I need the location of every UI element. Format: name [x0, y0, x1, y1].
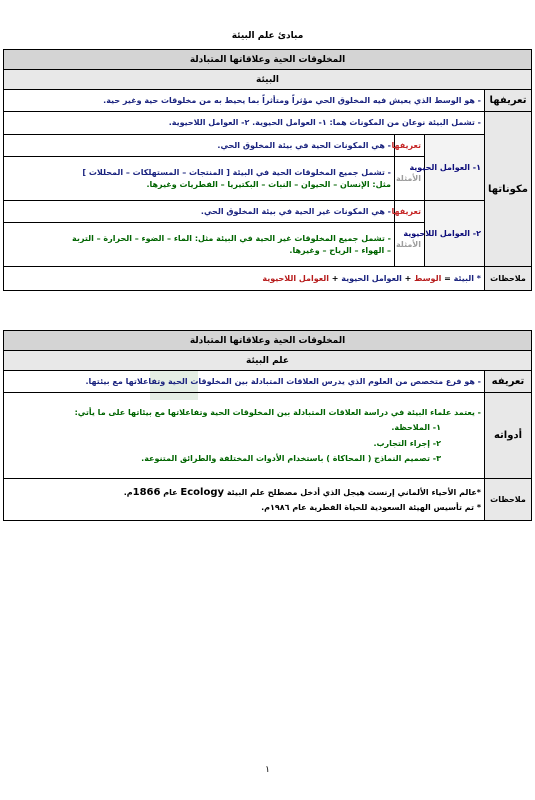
tools-intro: - يعتمد علماء البيئة في دراسة العلاقات المتبادلة بين المخلوقات الحية وتفاعلاتها مع بيئاتها على ما يأتي:	[74, 408, 481, 418]
equation-term-abiotic: العوامل اللاحيوية	[262, 273, 329, 283]
abiotic-examples-tag: الأمثلة	[395, 223, 425, 267]
equation-term-environment: * البيئة	[453, 273, 481, 283]
components-label: مكوناتها	[485, 112, 532, 267]
biotic-examples-cell	[4, 157, 395, 201]
abiotic-definition-text: - هي المكونات غير الحية في بيئة المخلوق الحي.	[4, 201, 395, 223]
table1-subheader: البيئة	[4, 70, 532, 90]
ecology-tools-cell	[4, 393, 485, 479]
equation-plus-2: +	[331, 273, 339, 283]
tool-experiments: ٢- إجراء التجارب.	[373, 438, 441, 448]
note-haeckel-ecology: Ecology	[180, 487, 225, 499]
note-haeckel-year-label: عام	[163, 488, 178, 498]
note-wildlife-authority: * تم تأسيس الهيئة السعودية للحياة الفطرية عام ١٩٨٦م.	[261, 503, 481, 513]
tool-observation: ١- الملاحظة.	[391, 423, 441, 433]
environment-table	[3, 49, 532, 291]
biotic-definition-tag: تعريفها	[395, 135, 425, 157]
page-title: مبادئ علم البيئة	[231, 31, 304, 41]
tool-models: ٣- تصميم النماذج ( المحاكاة ) باستخدام الأدوات المختلفة والطرائق المتنوعة.	[141, 453, 441, 463]
ecology-table	[3, 330, 532, 521]
ecology-definition-label: تعريفه	[485, 371, 532, 393]
note-haeckel-text: *عالم الأحياء الألماني إرنست هيجل الذي أدخل مصطلح علم البيئة	[226, 488, 481, 498]
note-haeckel	[7, 484, 481, 501]
abiotic-examples-line1: - تشمل جميع المخلوقات غير الحية في البيئة مثل: الماء – الضوء – الحرارة – التربة	[71, 234, 391, 244]
biotic-examples-line1: - تشمل جميع المخلوقات الحية في البيئة [ المنتجات – المستهلكات – المحللات ]	[82, 168, 391, 178]
environment-equation	[4, 267, 485, 291]
ecology-tools-label: أدواته	[485, 393, 532, 479]
equation-plus-1: +	[404, 273, 412, 283]
definition-text: - هو الوسط الذي يعيش فيه المخلوق الحي مؤثراً ومتأثراً بما يحيط به من مخلوقات حية وغير حية.	[4, 90, 485, 112]
note-haeckel-year: 1866	[132, 487, 161, 499]
ecology-notes-cell	[4, 479, 485, 521]
biotic-examples-line2: مثل: الإنسان – الحيوان – النبات – البكتيريا – الفطريات وغيرها.	[146, 179, 391, 189]
abiotic-examples-line2: – الهواء – الرياح – وغيرها.	[289, 245, 391, 255]
notes-label: ملاحظات	[485, 267, 532, 291]
components-intro: - تشمل البيئة نوعان من المكونات هما: ١- العوامل الحيوية. ٢- العوامل اللاحيوية.	[4, 112, 485, 135]
table2-header: المخلوقات الحية وعلاقاتها المتبادلة	[4, 331, 532, 351]
table2-subheader: علم البيئة	[4, 351, 532, 371]
abiotic-examples-cell	[4, 223, 395, 267]
abiotic-label: ٢- العوامل اللاحيوية	[425, 201, 485, 267]
equation-term-biotic: العوامل الحيوية	[341, 273, 402, 283]
biotic-definition-text: - هي المكونات الحية في بيئة المخلوق الحي.	[4, 135, 395, 157]
note-haeckel-suffix: م.	[123, 488, 133, 498]
definition-label: تعريفها	[485, 90, 532, 112]
equation-term-medium: الوسط	[414, 273, 442, 283]
ecology-notes-label: ملاحظات	[485, 479, 532, 521]
page-number: ١	[265, 765, 270, 775]
biotic-label: ١- العوامل الحيوية	[425, 135, 485, 201]
equation-equals: =	[444, 273, 451, 283]
biotic-examples-tag: الأمثلة	[395, 157, 425, 201]
ecology-definition-text: - هو فرع متخصص من العلوم الذي يدرس العلاقات المتبادلة بين المخلوقات الحية وتفاعلاتها مع بيئتها.	[4, 371, 485, 393]
table1-header: المخلوقات الحية وعلاقاتها المتبادلة	[4, 50, 532, 70]
abiotic-definition-tag: تعريفها	[395, 201, 425, 223]
